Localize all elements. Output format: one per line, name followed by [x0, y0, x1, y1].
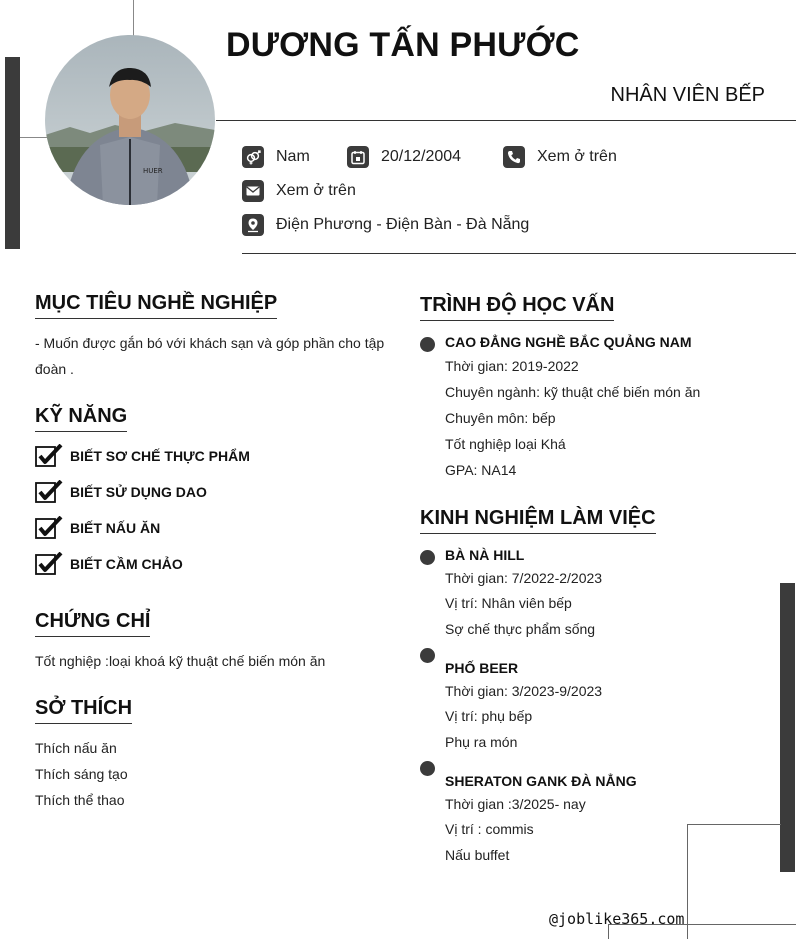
checkbox-checked-icon — [35, 552, 63, 576]
company-name: BÀ NÀ HILL — [445, 547, 525, 563]
skill-label: BIẾT NẤU ĂN — [70, 520, 161, 536]
skill-label: BIẾT SƠ CHẾ THỰC PHẨM — [70, 448, 250, 464]
skill-label: BIẾT CẦM CHẢO — [70, 556, 183, 572]
education-detail: Thời gian: 2019-2022 — [445, 358, 579, 374]
location-pin-icon — [242, 214, 264, 236]
job-detail: Thời gian: 3/2023-9/2023 — [445, 683, 603, 699]
bullet-dot — [420, 648, 435, 663]
job-detail: Thời gian :3/2025- nay — [445, 796, 586, 812]
job-detail: Phụ ra món — [445, 734, 518, 750]
job-detail: Nấu buffet — [445, 847, 510, 863]
company-name: PHỐ BEER — [445, 660, 519, 676]
skill-item — [35, 444, 250, 468]
education-detail: Chuyên ngành: kỹ thuật chế biến món ăn — [445, 384, 701, 400]
birthday-field — [347, 146, 461, 168]
job-detail: Thời gian: 7/2022-2/2023 — [445, 570, 603, 586]
skill-label: BIẾT SỬ DỤNG DAO — [70, 484, 207, 500]
email-value: Xem ở trên — [276, 182, 356, 199]
corner-frame — [687, 824, 781, 939]
checkbox-checked-icon — [35, 480, 63, 504]
school-name: CAO ĐẲNG NGHỀ BẮC QUẢNG NAM — [445, 334, 692, 350]
experience-heading: KINH NGHIỆM LÀM VIỆC — [420, 507, 656, 534]
education-detail: GPA: NA14 — [445, 462, 517, 478]
skill-item — [35, 480, 207, 504]
education-heading: TRÌNH ĐỘ HỌC VẤN — [420, 294, 614, 321]
gender-field — [242, 146, 310, 168]
address-field — [242, 214, 529, 236]
phone-field — [503, 146, 617, 168]
checkbox-checked-icon — [35, 444, 63, 468]
skills-heading: KỸ NĂNG — [35, 405, 127, 432]
email-icon — [242, 180, 264, 202]
gender-value: Nam — [276, 148, 310, 165]
avatar-decor-line — [20, 137, 48, 138]
email-field — [242, 180, 356, 202]
left-accent-bar — [5, 57, 20, 249]
hobby-item: Thích thể thao — [35, 792, 125, 808]
bullet-dot — [420, 761, 435, 776]
career-objective-text: - Muốn được gắn bó với khách sạn và góp phần cho tập đoàn . — [35, 335, 385, 377]
birthday-value: 20/12/2004 — [381, 148, 462, 165]
top-decor-line — [133, 0, 134, 40]
education-detail: Chuyên môn: bếp — [445, 410, 556, 426]
skill-item — [35, 552, 183, 576]
phone-value: Xem ở trên — [537, 148, 617, 165]
job-detail: Sợ chế thực phẩm sống — [445, 621, 596, 637]
hobby-item: Thích sáng tạo — [35, 766, 128, 782]
certificates-heading: CHỨNG CHỈ — [35, 610, 150, 637]
address-value: Điện Phương - Điện Bàn - Đà Nẵng — [276, 216, 530, 233]
svg-text:HUER: HUER — [143, 167, 163, 175]
education-detail: Tốt nghiệp loại Khá — [445, 436, 566, 452]
right-accent-bar — [780, 583, 795, 872]
job-title: NHÂN VIÊN BẾP — [610, 84, 765, 106]
avatar — [45, 35, 215, 205]
hobbies-heading: SỞ THÍCH — [35, 697, 132, 724]
header-divider — [216, 120, 796, 121]
candidate-name: DƯƠNG TẤN PHƯỚC — [226, 26, 580, 64]
calendar-icon — [347, 146, 369, 168]
job-detail: Vị trí: Nhân viên bếp — [445, 595, 572, 611]
watermark: @joblike365.com — [549, 910, 685, 928]
job-detail: Vị trí: phụ bếp — [445, 708, 533, 724]
phone-icon — [503, 146, 525, 168]
job-detail: Vị trí : commis — [445, 821, 534, 837]
contact-divider — [242, 253, 796, 254]
skill-item — [35, 516, 160, 540]
bullet-dot — [420, 337, 435, 352]
certificates-text: Tốt nghiệp :loại khoá kỹ thuật chế biến món ăn — [35, 653, 326, 669]
gender-icon — [242, 146, 264, 168]
checkbox-checked-icon — [35, 516, 63, 540]
hobby-item: Thích nấu ăn — [35, 740, 117, 756]
company-name: SHERATON GANK ĐÀ NẲNG — [445, 773, 637, 789]
bullet-dot — [420, 550, 435, 565]
career-objective-heading: MỤC TIÊU NGHỀ NGHIỆP — [35, 292, 277, 319]
